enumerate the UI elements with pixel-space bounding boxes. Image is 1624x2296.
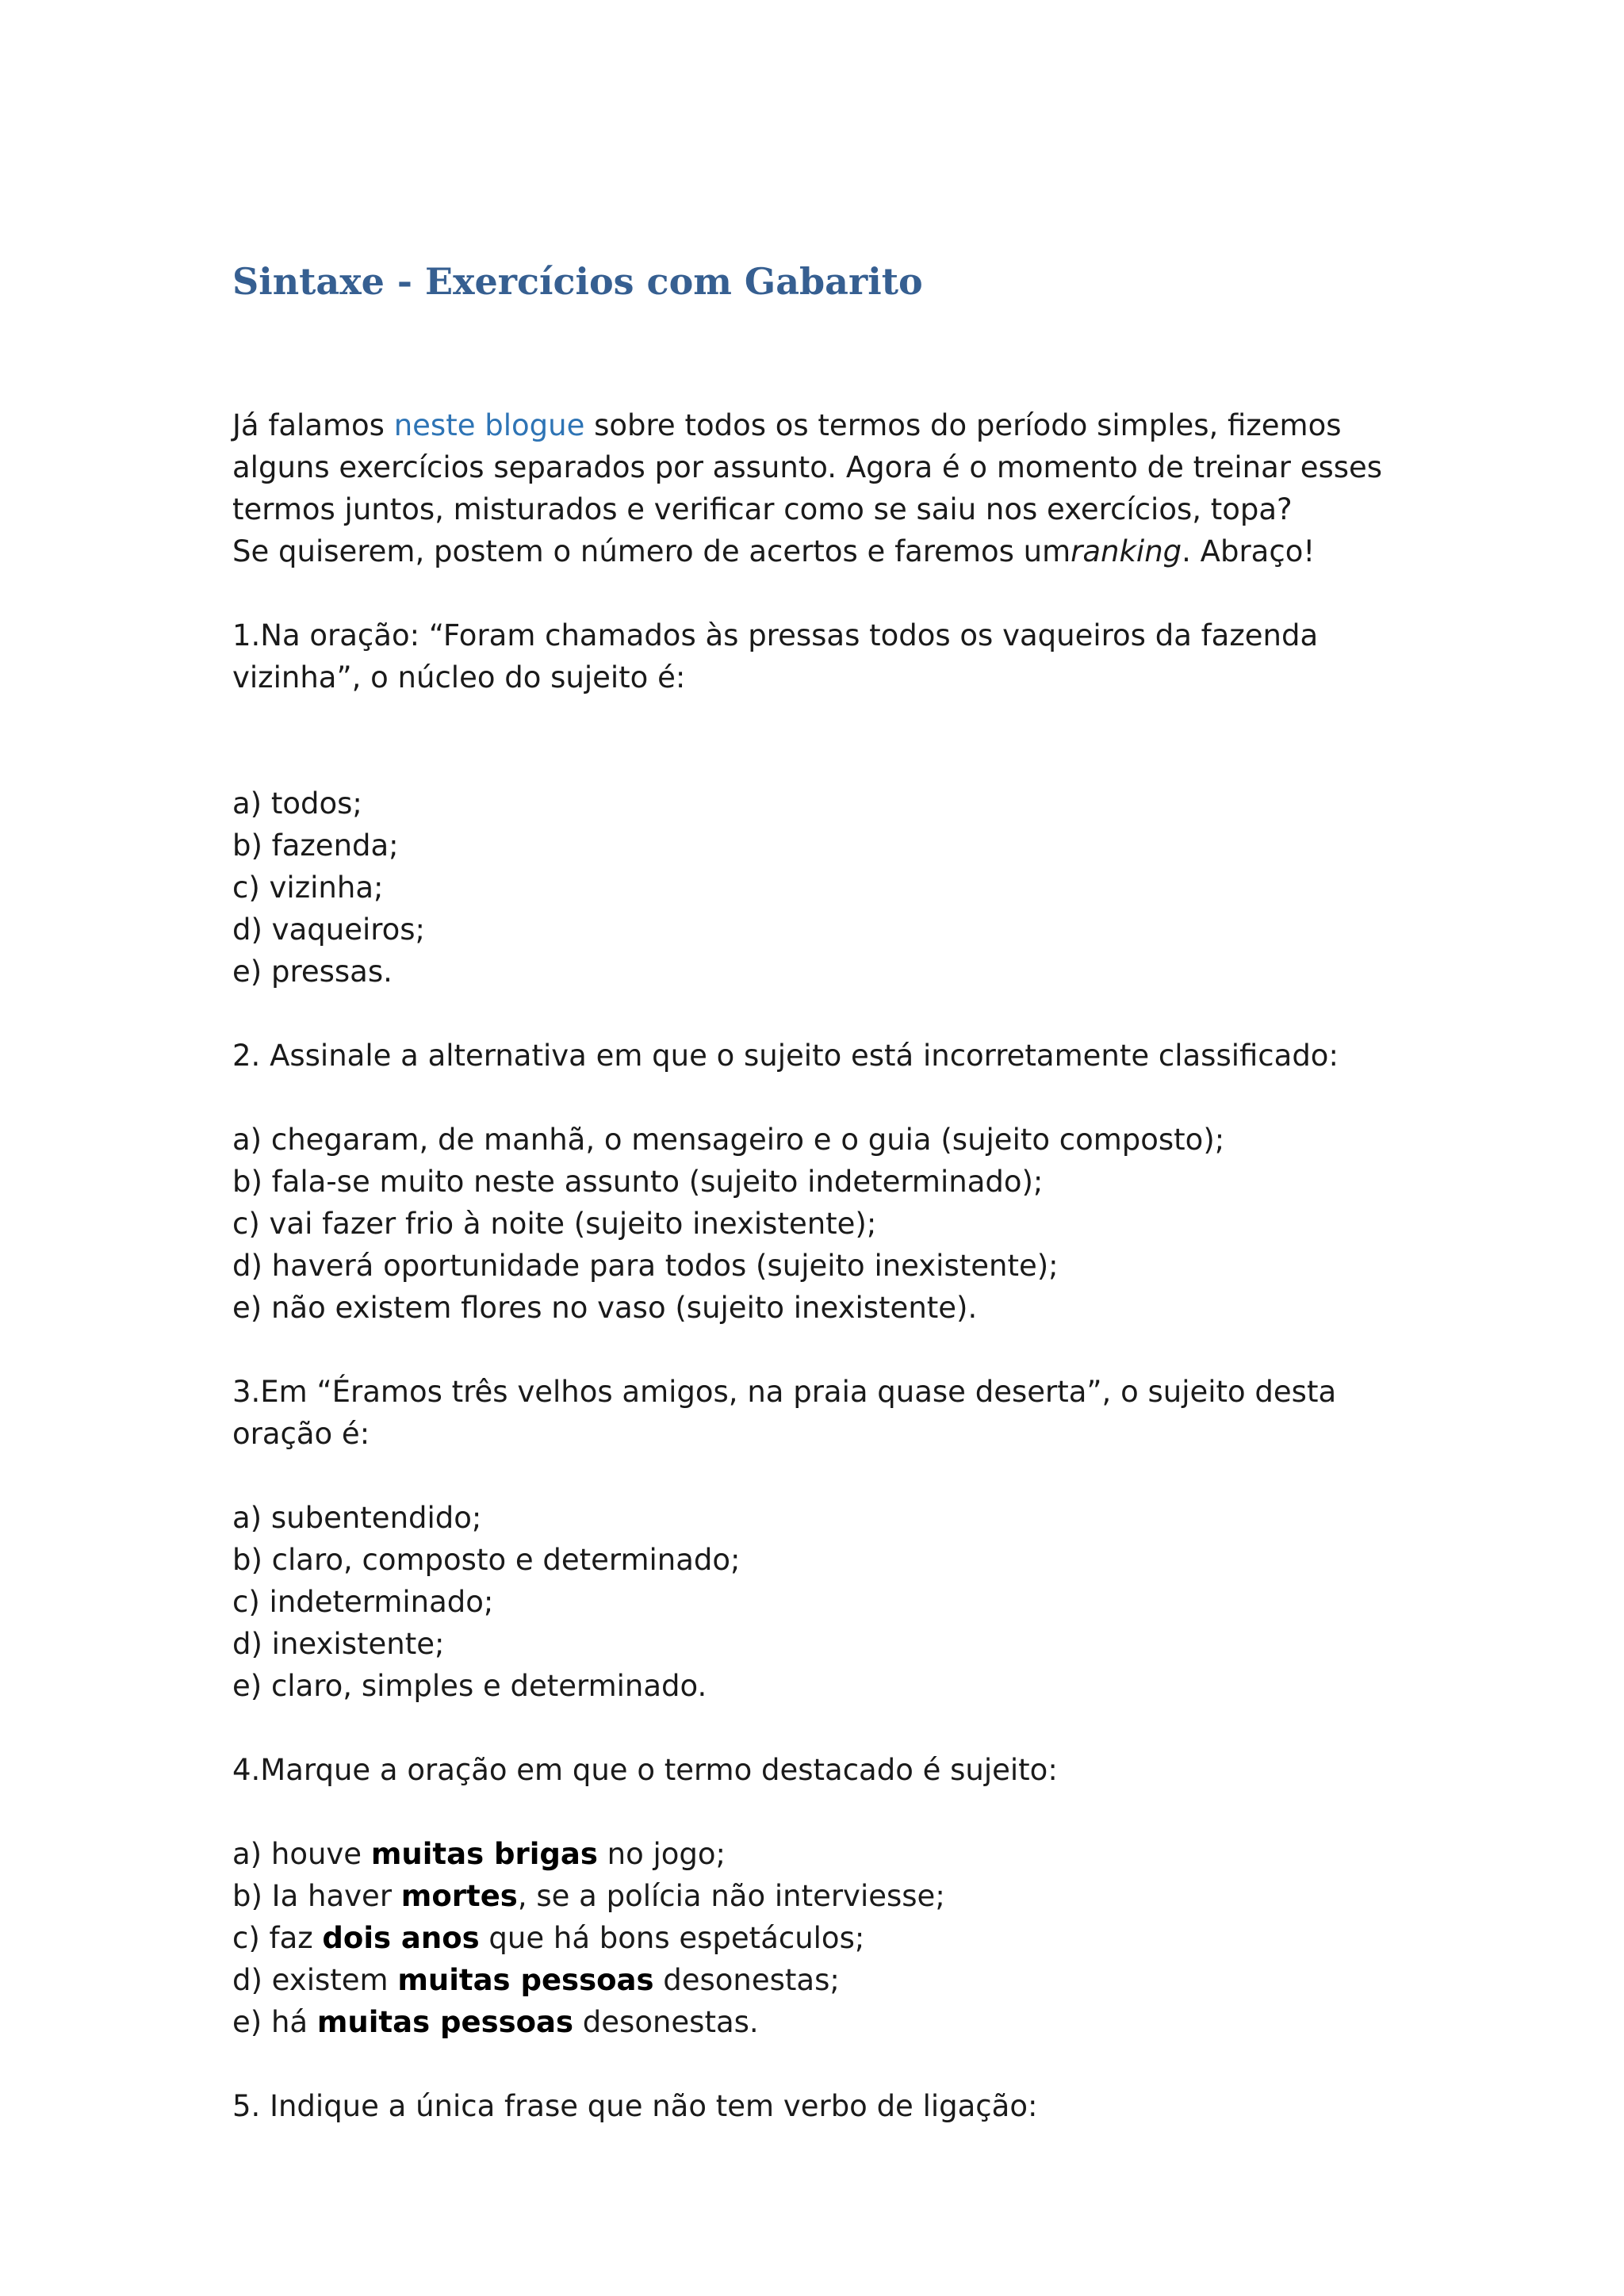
option: d) haverá oportunidade para todos (sujeito inexistente);: [232, 1249, 1059, 1283]
option: c) vai fazer frio à noite (sujeito inexistente);: [232, 1207, 877, 1241]
question-1-options: [232, 783, 1422, 993]
document-content: [232, 252, 1422, 2169]
highlighted-term: dois anos: [322, 1921, 480, 1955]
intro-paragraph-1: [232, 404, 1422, 530]
question-3-options: [232, 1497, 1422, 1707]
option-text: , se a polícia não interviesse;: [517, 1879, 945, 1913]
highlighted-term: muitas pessoas: [316, 2005, 574, 2039]
option: e) não existem flores no vaso (sujeito inexistente).: [232, 1291, 978, 1325]
option: b) fazenda;: [232, 828, 399, 863]
question-5: 5. Indique a única frase que não tem verbo de ligação:: [232, 2089, 1038, 2123]
option: e) pressas.: [232, 955, 393, 989]
option: c) indeterminado;: [232, 1585, 494, 1619]
option: c) vizinha;: [232, 871, 384, 905]
question-1: 1.Na oração: “Foram chamados às pressas todos os vaqueiros da fazenda vizinha”, o núcleo do sujeito é:: [232, 618, 1319, 695]
option: d) vaqueiros;: [232, 913, 426, 947]
option-text: desonestas;: [653, 1963, 840, 1997]
option: e) claro, simples e determinado.: [232, 1669, 707, 1703]
document-title: Sintaxe - Exercícios com Gabarito: [232, 260, 923, 303]
option-text: e) há: [232, 2005, 317, 2039]
blog-link[interactable]: neste blogue: [393, 408, 585, 442]
question-3: 3.Em “Éramos três velhos amigos, na praia quase deserta”, o sujeito desta oração é:: [232, 1375, 1337, 1451]
option-text: c) faz: [232, 1921, 323, 1955]
option-text: d) existem: [232, 1963, 398, 1997]
intro-text: sobre todos os termos do período simples, fizemos alguns exercícios separados por assunto. Agora é o momento de treinar esses termos juntos, misturados e verificar como se saiu nos exercícios, topa?: [232, 408, 1383, 526]
intro-emphasis: ranking: [1071, 534, 1182, 568]
option: [232, 1959, 1422, 2001]
option: a) todos;: [232, 786, 362, 821]
option-text: no jogo;: [597, 1837, 726, 1871]
option-text: b) Ia haver: [232, 1879, 401, 1913]
option: [232, 1875, 1422, 1917]
intro-paragraph-2: [232, 530, 1422, 572]
option: a) subentendido;: [232, 1501, 482, 1535]
intro-text: . Abraço!: [1182, 534, 1316, 568]
option: d) inexistente;: [232, 1627, 445, 1661]
option-text: que há bons espetáculos;: [479, 1921, 865, 1955]
option: b) claro, composto e determinado;: [232, 1543, 741, 1577]
intro-text: Já falamos: [232, 408, 394, 442]
question-4: 4.Marque a oração em que o termo destacado é sujeito:: [232, 1753, 1058, 1787]
option: b) fala-se muito neste assunto (sujeito indeterminado);: [232, 1165, 1044, 1199]
intro-text: Se quiserem, postem o número de acertos e faremos um: [232, 534, 1071, 568]
intro: [232, 404, 1422, 572]
question-2: 2. Assinale a alternativa em que o sujeito está incorretamente classificado:: [232, 1039, 1339, 1073]
option: a) chegaram, de manhã, o mensageiro e o guia (sujeito composto);: [232, 1123, 1225, 1157]
question-2-options: [232, 1119, 1422, 1329]
option: [232, 1833, 1422, 1875]
highlighted-term: muitas pessoas: [397, 1963, 654, 1997]
option: [232, 2001, 1422, 2043]
option-text: a) houve: [232, 1837, 371, 1871]
option-text: desonestas.: [573, 2005, 759, 2039]
highlighted-term: mortes: [400, 1879, 518, 1913]
highlighted-term: muitas brigas: [370, 1837, 598, 1871]
question-4-options: [232, 1833, 1422, 2043]
option: [232, 1917, 1422, 1959]
